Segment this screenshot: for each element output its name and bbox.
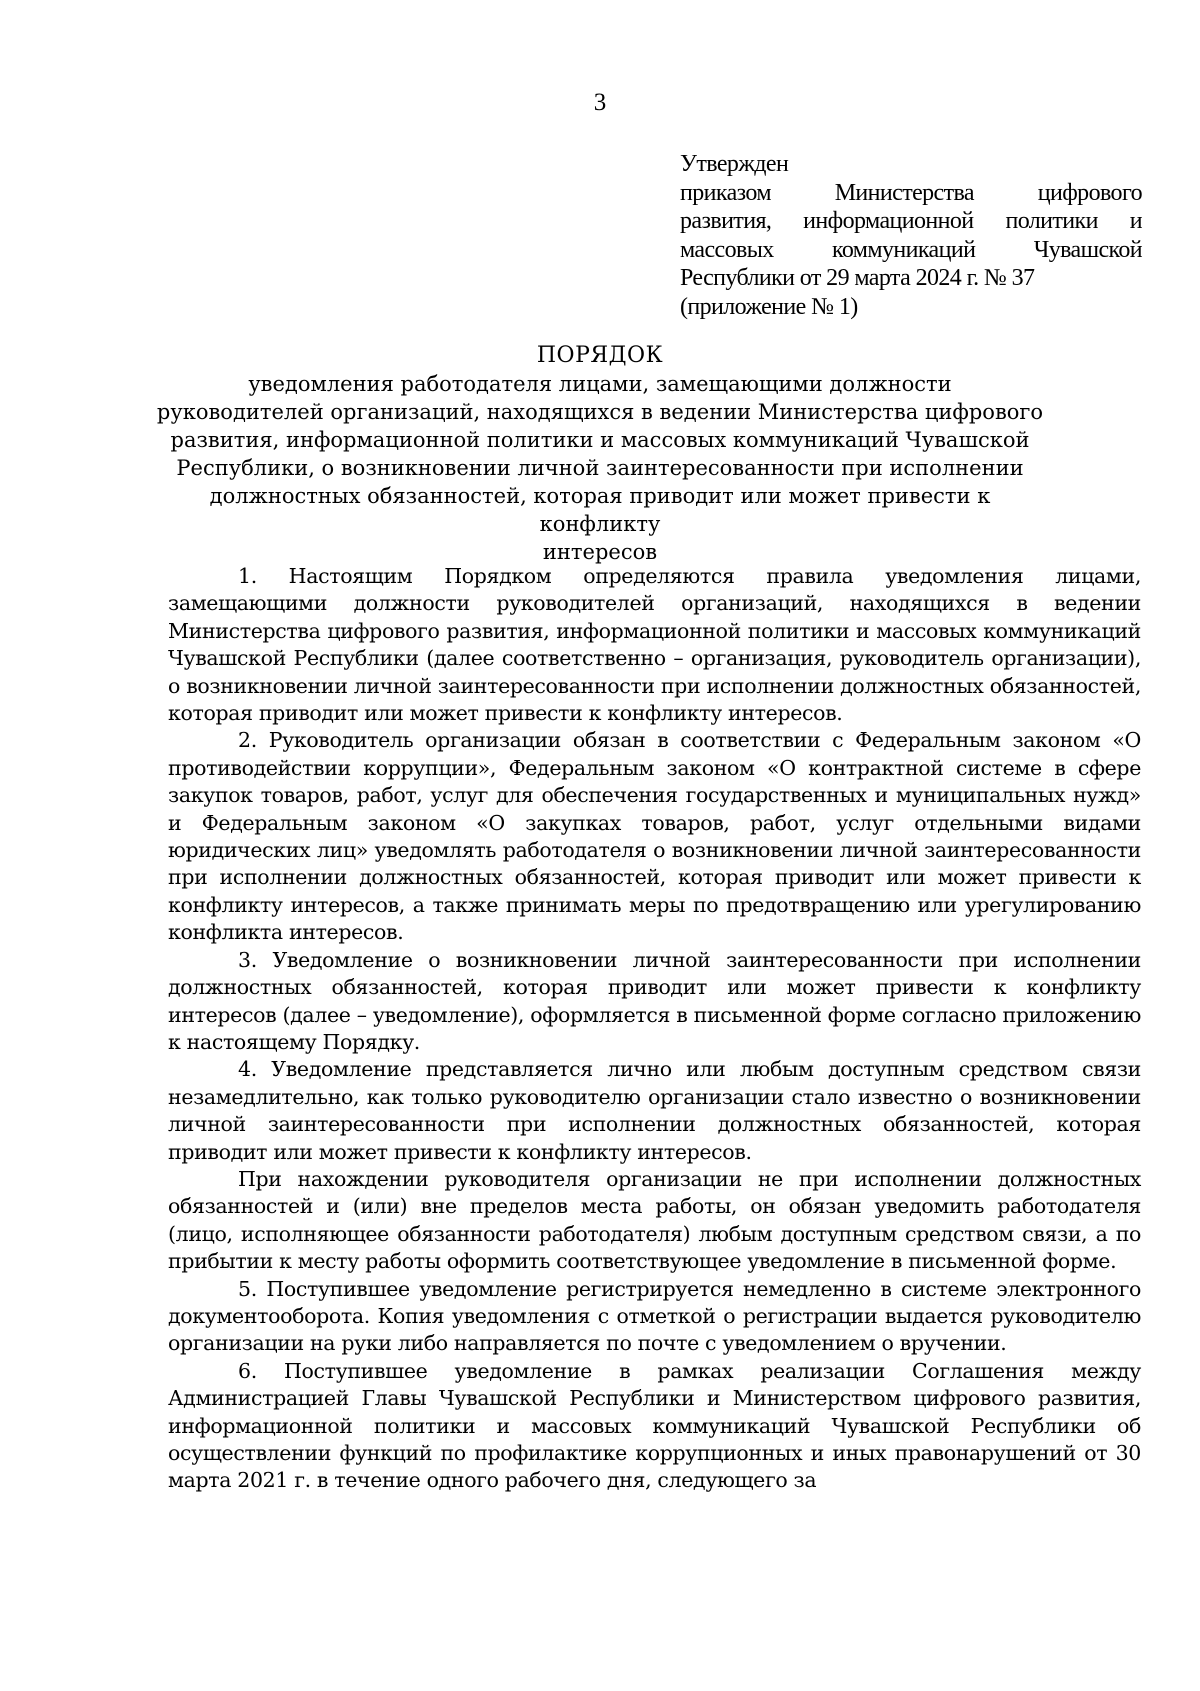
approval-line: развития, информационной политики и: [680, 208, 1142, 234]
title-line: интересов: [542, 540, 658, 564]
paragraph-4-continued: При нахождении руководителя организации не при исполнении должностных обязанностей и (или) вне пределов места работы, он обязан уведомить работодателя (лицо, исполняющее обязанности работодателя) любым доступным средством связи, а по прибытии к месту работы оформить соответствующее уведомление в письменной форме.: [168, 1166, 1141, 1274]
document-body: [168, 563, 1141, 1495]
approval-line: (приложение № 1): [680, 293, 858, 320]
title-line: должностных обязанностей, которая приводит или может привести к конфликту: [209, 484, 991, 536]
title-line: руководителей организаций, находящихся в ведении Министерства цифрового: [156, 400, 1044, 424]
paragraph-2: 2. Руководитель организации обязан в соответствии с Федеральным законом «О противодействии коррупции», Федеральным законом «О контрактной системе в сфере закупок товаров, работ, услуг для обеспечения государственных и муниципальных нужд» и Федеральным законом «О закупках товаров, работ, услуг отдельными видами юридических лиц» уведомлять работодателя о возникновении личной заинтересованности при исполнении должностных обязанностей, которая приводит или может привести к конфликту интересов, а также принимать меры по предотвращению или урегулированию конфликта интересов.: [168, 728, 1141, 945]
page-number: 3: [593, 89, 607, 116]
approval-stamp: [680, 150, 1142, 321]
approval-line: приказом Министерства цифрового: [680, 179, 1142, 206]
title-line: развития, информационной политики и массовых коммуникаций Чувашской: [170, 428, 1030, 452]
approval-line: массовых коммуникаций Чувашской: [680, 236, 1142, 263]
paragraph-5: 5. Поступившее уведомление регистрируется немедленно в системе электронного документооборота. Копия уведомления с отметкой о регистрации выдается руководителю организации на руки либо направляется по почте с уведомлением о вручении.: [168, 1276, 1141, 1356]
paragraph-3: 3. Уведомление о возникновении личной заинтересованности при исполнении должностных обязанностей, которая приводит или может привести к конфликту интересов (далее – уведомление), оформляется в письменной форме согласно приложению к настоящему Порядку.: [168, 947, 1141, 1054]
paragraph-6: 6. Поступившее уведомление в рамках реализации Соглашения между Администрацией Главы Чувашской Республики и Министерством цифрового развития, информационной политики и массовых коммуникаций Чувашской Республики об осуществлении функций по профилактике коррупционных и иных правонарушений от 30 марта 2021 г. в течение одного рабочего дня, следующего за: [168, 1358, 1141, 1493]
paragraph-4: 4. Уведомление представляется лично или любым доступным средством связи незамедлительно, как только руководителю организации стало известно о возникновении личной заинтересованности при исполнении должностных обязанностей, которая приводит или может привести к конфликту интересов.: [168, 1057, 1141, 1164]
document-title: [150, 342, 1050, 566]
title-heading: ПОРЯДОК: [536, 343, 664, 368]
title-line: Республики, о возникновении личной заинтересованности при исполнении: [176, 456, 1024, 480]
approval-line: Республики от 29 марта 2024 г. № 37: [680, 265, 1035, 291]
title-line: уведомления работодателя лицами, замещающими должности: [248, 372, 952, 396]
approval-line: Утвержден: [680, 151, 789, 177]
paragraph-1: 1. Настоящим Порядком определяются правила уведомления лицами, замещающими должности руководителей организаций, находящихся в ведении Министерства цифрового развития, информационной политики и массовых коммуникаций Чувашской Республики (далее соответственно – организация, руководитель организации), о возникновении личной заинтересованности при исполнении должностных обязанностей, которая приводит или может привести к конфликту интересов.: [168, 564, 1141, 726]
